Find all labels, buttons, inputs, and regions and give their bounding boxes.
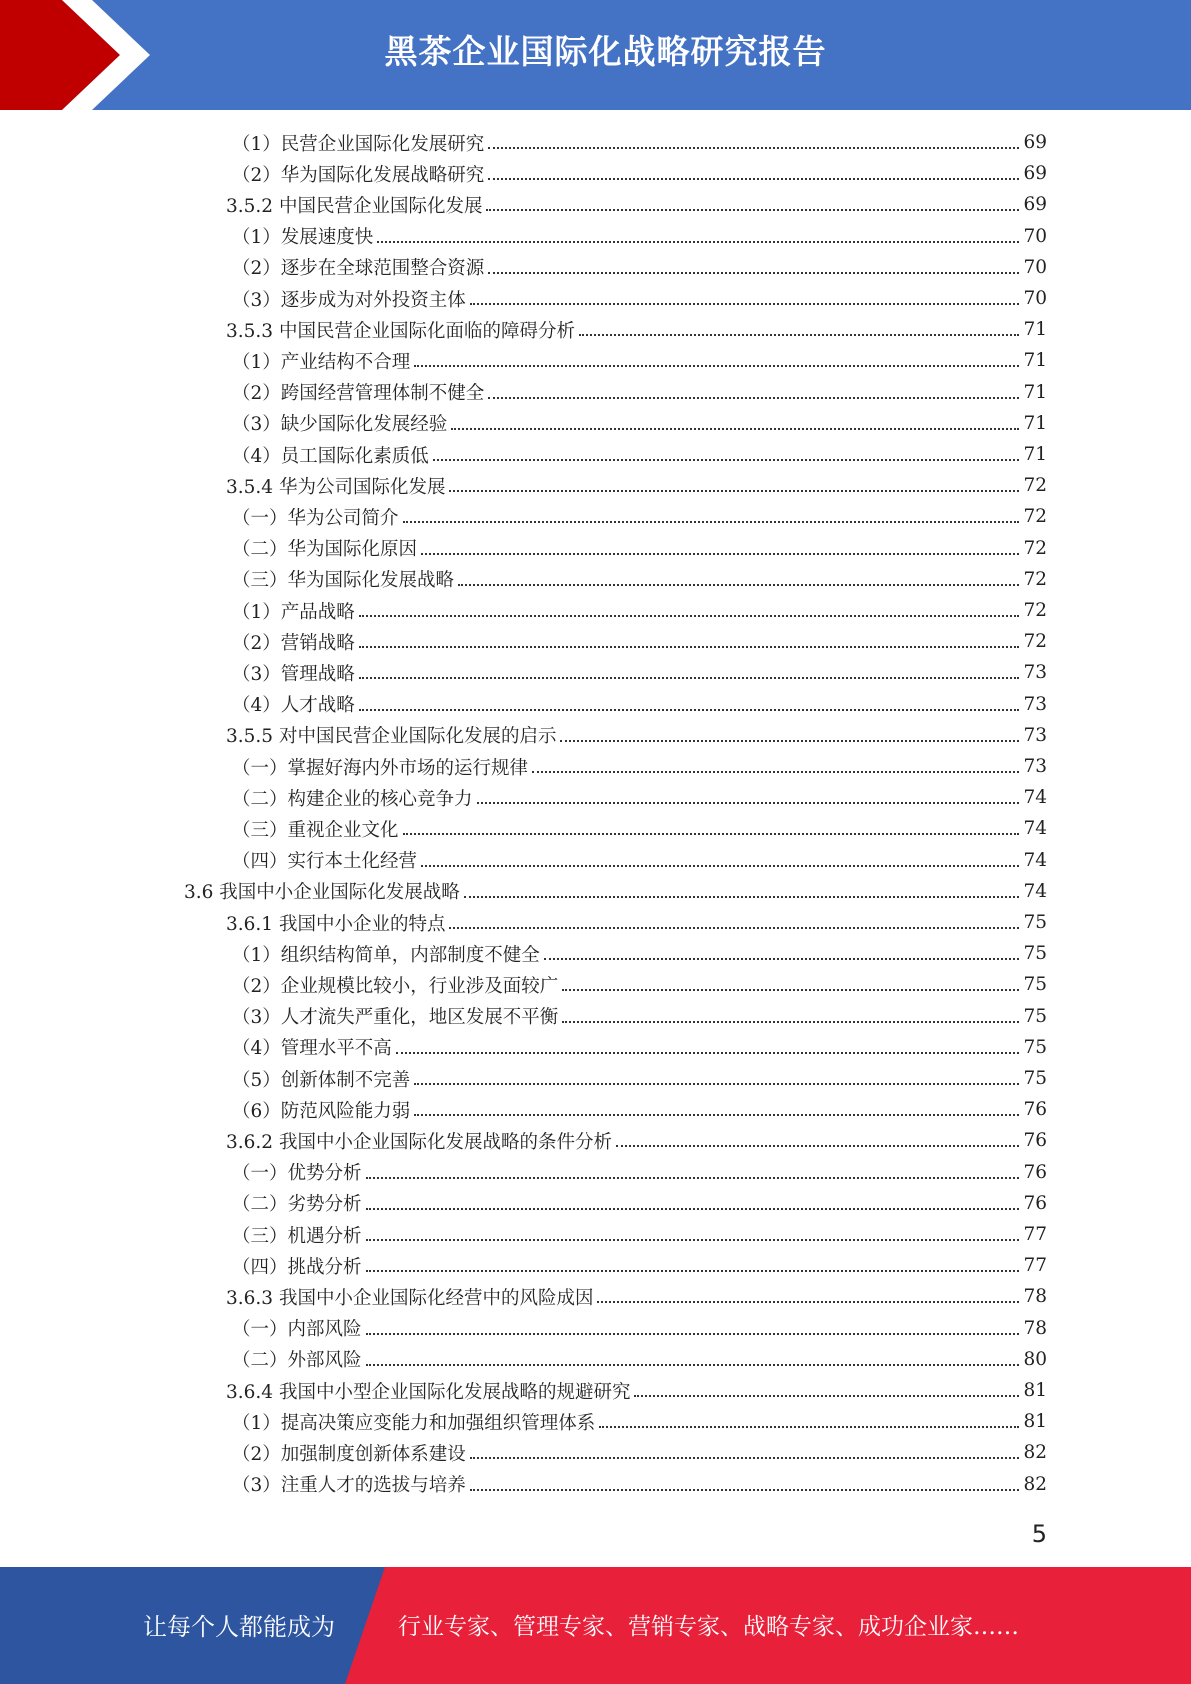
toc-entry[interactable] [232, 439, 1047, 470]
toc-entry[interactable] [184, 876, 1047, 907]
toc-leader-dots [414, 1113, 1019, 1116]
toc-leader-dots [366, 1176, 1020, 1179]
toc-entry-page: 69 [1023, 132, 1047, 153]
toc-leader-dots [403, 832, 1020, 835]
toc-entry[interactable] [232, 1188, 1047, 1219]
toc-leader-dots [396, 1051, 1020, 1054]
toc-entry-page: 76 [1023, 1192, 1047, 1214]
toc-leader-dots [544, 957, 1020, 960]
toc-entry-title: （一）内部风险 [232, 1315, 366, 1341]
toc-leader-dots [458, 583, 1019, 586]
toc-entry-title: （3）缺少国际化发展经验 [232, 410, 451, 436]
toc-leader-dots [470, 1488, 1020, 1491]
toc-entry-page: 73 [1023, 756, 1047, 777]
toc-leader-dots [403, 520, 1020, 523]
toc-leader-dots [449, 926, 1019, 929]
toc-leader-dots [599, 1425, 1019, 1428]
toc-entry[interactable] [226, 189, 1047, 220]
toc-entry-title: 3.5.5 对中国民营企业国际化发展的启示 [226, 722, 560, 748]
toc-entry-title: （2）逐步在全球范围整合资源 [232, 254, 488, 280]
toc-entry[interactable] [232, 845, 1047, 876]
report-title: 黑茶企业国际化战略研究报告 [384, 32, 827, 71]
toc-entry-title: （2）企业规模比较小，行业涉及面较广 [232, 972, 562, 998]
toc-entry-title: 3.6.1 我国中小企业的特点 [226, 910, 449, 936]
toc-entry-page: 75 [1023, 912, 1047, 933]
toc-entry-title: （二）外部风险 [232, 1346, 366, 1372]
toc-entry[interactable] [226, 1125, 1047, 1156]
toc-leader-dots [597, 1300, 1019, 1303]
toc-leader-dots [359, 676, 1020, 679]
toc-leader-dots [488, 271, 1019, 274]
toc-leader-dots [359, 614, 1020, 617]
toc-leader-dots [366, 1238, 1020, 1241]
toc-entry-page: 80 [1023, 1348, 1047, 1370]
toc-leader-dots [488, 146, 1019, 149]
page-number: 5 [1031, 1520, 1047, 1548]
toc-entry-title: （4）人才战略 [232, 691, 359, 717]
toc-entry[interactable] [232, 595, 1047, 626]
toc-entry[interactable] [232, 1406, 1047, 1437]
toc-entry-page: 71 [1023, 350, 1047, 372]
toc-entry-title: 3.6.3 我国中小企业国际化经营中的风险成因 [226, 1284, 597, 1310]
toc-entry-title: （二）构建企业的核心竞争力 [232, 785, 477, 811]
toc-entry-title: 3.5.2 中国民营企业国际化发展 [226, 192, 486, 218]
toc-entry-page: 70 [1023, 288, 1047, 309]
toc-entry[interactable] [232, 1001, 1047, 1032]
toc-entry-page: 77 [1023, 1255, 1047, 1277]
toc-entry[interactable] [232, 501, 1047, 532]
toc-entry-title: （1）提高决策应变能力和加强组织管理体系 [232, 1409, 599, 1435]
toc-entry[interactable] [232, 158, 1047, 189]
toc-entry[interactable] [232, 345, 1047, 376]
toc-entry[interactable] [232, 751, 1047, 782]
toc-entry-title: （一）掌握好海内外市场的运行规律 [232, 754, 532, 780]
toc-entry-title: （二）华为国际化原因 [232, 535, 421, 561]
toc-entry-title: （2）华为国际化发展战略研究 [232, 161, 488, 187]
toc-entry-title: 3.5.4 华为公司国际化发展 [226, 473, 449, 499]
toc-entry[interactable] [232, 408, 1047, 439]
toc-entry-page: 77 [1023, 1224, 1047, 1245]
toc-entry-title: （四）实行本土化经营 [232, 847, 421, 873]
toc-entry[interactable] [232, 626, 1047, 657]
toc-entry[interactable] [232, 1094, 1047, 1125]
toc-entry-page: 74 [1023, 787, 1047, 809]
toc-entry[interactable] [226, 720, 1047, 751]
toc-entry-page: 70 [1023, 256, 1047, 278]
toc-entry[interactable] [226, 1375, 1047, 1406]
toc-entry-title: （一）优势分析 [232, 1159, 366, 1185]
toc-entry[interactable] [232, 1219, 1047, 1250]
toc-entry[interactable] [232, 533, 1047, 564]
toc-entry-title: （三）机遇分析 [232, 1222, 366, 1248]
toc-leader-dots [366, 1269, 1020, 1272]
page-header [0, 0, 1191, 110]
toc-entry[interactable] [232, 283, 1047, 314]
toc-entry[interactable] [232, 252, 1047, 283]
toc-entry[interactable] [232, 1469, 1047, 1500]
toc-leader-dots [488, 396, 1019, 399]
toc-entry-title: （三）华为国际化发展战略 [232, 566, 458, 592]
toc-entry-title: （1）组织结构简单，内部制度不健全 [232, 941, 544, 967]
toc-leader-dots [366, 1363, 1020, 1366]
toc-entry-page: 75 [1023, 1036, 1047, 1058]
toc-leader-dots [560, 739, 1019, 742]
toc-leader-dots [366, 1332, 1020, 1335]
toc-entry-title: （2）跨国经营管理体制不健全 [232, 379, 488, 405]
toc-entry-page: 73 [1023, 693, 1047, 715]
toc-entry-page: 78 [1023, 1286, 1047, 1308]
toc-entry-page: 72 [1023, 631, 1047, 653]
toc-entry-page: 72 [1023, 537, 1047, 559]
toc-entry-page: 72 [1023, 475, 1047, 497]
toc-entry-title: （四）挑战分析 [232, 1253, 366, 1279]
toc-entry-title: （3）人才流失严重化，地区发展不平衡 [232, 1003, 562, 1029]
toc-entry-page: 75 [1023, 974, 1047, 996]
toc-entry-page: 72 [1023, 600, 1047, 621]
toc-entry-title: 3.6.2 我国中小企业国际化发展战略的条件分析 [226, 1128, 616, 1154]
footer-slogan-right: 行业专家、管理专家、营销专家、战略专家、成功企业家…… [398, 1614, 1019, 1640]
toc-entry-title: 3.5.3 中国民营企业国际化面临的障碍分析 [226, 317, 579, 343]
toc-entry-page: 81 [1023, 1411, 1047, 1433]
toc-entry-title: 3.6.4 我国中小型企业国际化发展战略的规避研究 [226, 1378, 634, 1404]
toc-entry[interactable] [226, 1281, 1047, 1312]
toc-entry-title: （2）营销战略 [232, 629, 359, 655]
toc-entry-page: 69 [1023, 163, 1047, 185]
toc-entry-title: （二）劣势分析 [232, 1190, 366, 1216]
toc-entry-page: 76 [1023, 1130, 1047, 1152]
toc-entry-page: 75 [1023, 943, 1047, 965]
toc-entry-title: （3）逐步成为对外投资主体 [232, 286, 470, 312]
toc-entry[interactable] [232, 689, 1047, 720]
toc-entry-page: 74 [1023, 849, 1047, 871]
toc-leader-dots [421, 864, 1019, 867]
toc-leader-dots [579, 333, 1019, 336]
toc-leader-dots [477, 801, 1020, 804]
toc-entry-page: 76 [1023, 1161, 1047, 1183]
toc-entry[interactable] [226, 907, 1047, 938]
toc-entry-page: 74 [1023, 880, 1047, 902]
toc-entry-title: （3）管理战略 [232, 660, 359, 686]
toc-leader-dots [532, 770, 1019, 773]
toc-leader-dots [449, 489, 1019, 492]
toc-entry[interactable] [232, 969, 1047, 1000]
toc-entry-page: 81 [1023, 1380, 1047, 1401]
page-footer [0, 1567, 1191, 1684]
toc-entry-page: 78 [1023, 1317, 1047, 1339]
toc-leader-dots [562, 1020, 1019, 1023]
toc-leader-dots [616, 1144, 1019, 1147]
toc-leader-dots [359, 708, 1020, 711]
toc-entry[interactable] [232, 1032, 1047, 1063]
toc-leader-dots [488, 177, 1019, 180]
toc-entry-page: 71 [1023, 444, 1047, 465]
toc-entry-title: （6）防范风险能力弱 [232, 1097, 414, 1123]
toc-leader-dots [359, 645, 1020, 648]
toc-leader-dots [464, 895, 1020, 898]
toc-entry-page: 75 [1023, 1005, 1047, 1027]
toc-entry[interactable] [232, 221, 1047, 252]
toc-entry-page: 82 [1023, 1473, 1047, 1495]
toc-entry[interactable] [232, 938, 1047, 969]
toc-entry[interactable] [232, 1437, 1047, 1468]
toc-entry-page: 72 [1023, 506, 1047, 528]
toc-leader-dots [486, 208, 1019, 211]
toc-leader-dots [421, 552, 1019, 555]
toc-entry-page: 72 [1023, 568, 1047, 590]
toc-entry-page: 71 [1023, 319, 1047, 341]
toc-leader-dots [366, 1207, 1020, 1210]
toc-entry-page: 71 [1023, 381, 1047, 403]
toc-leader-dots [377, 240, 1019, 243]
toc-entry-title: （4）管理水平不高 [232, 1034, 396, 1060]
footer-slogan-left: 让每个人都能成为 [143, 1613, 335, 1641]
toc-entry-page: 76 [1023, 1099, 1047, 1121]
toc-leader-dots [414, 1082, 1019, 1085]
toc-entry-title: （一）华为公司简介 [232, 504, 403, 530]
toc-entry[interactable] [232, 813, 1047, 844]
toc-entry[interactable] [232, 1157, 1047, 1188]
toc-leader-dots [414, 364, 1019, 367]
toc-entry[interactable] [232, 1313, 1047, 1344]
toc-leader-dots [562, 988, 1019, 991]
toc-entry-page: 82 [1023, 1442, 1047, 1464]
toc-entry-title: （3）注重人才的选拔与培养 [232, 1471, 470, 1497]
toc-leader-dots [433, 458, 1020, 461]
toc-entry[interactable] [232, 1344, 1047, 1375]
toc-entry-title: （5）创新体制不完善 [232, 1066, 414, 1092]
toc-entry-page: 70 [1023, 225, 1047, 247]
toc-entry-page: 71 [1023, 412, 1047, 434]
toc-entry[interactable] [232, 564, 1047, 595]
toc-entry-title: （三）重视企业文化 [232, 816, 403, 842]
toc-entry-title: （1）产品战略 [232, 598, 359, 624]
toc-leader-dots [634, 1394, 1019, 1397]
toc-entry-page: 75 [1023, 1068, 1047, 1089]
toc-entry[interactable] [232, 1250, 1047, 1281]
toc-entry-title: （1）产业结构不合理 [232, 348, 414, 374]
toc-entry-page: 73 [1023, 662, 1047, 684]
toc-entry[interactable] [232, 657, 1047, 688]
toc-entry-page: 73 [1023, 724, 1047, 746]
toc-entry-title: （1）民营企业国际化发展研究 [232, 130, 488, 156]
toc-entry[interactable] [226, 314, 1047, 345]
toc-leader-dots [470, 1456, 1020, 1459]
toc-leader-dots [451, 427, 1019, 430]
toc-entry[interactable] [226, 470, 1047, 501]
toc-entry-title: （1）发展速度快 [232, 223, 377, 249]
toc-entry-page: 69 [1023, 194, 1047, 216]
toc-entry[interactable] [232, 782, 1047, 813]
toc-leader-dots [470, 302, 1020, 305]
toc-entry[interactable] [232, 127, 1047, 158]
toc-entry-title: 3.6 我国中小企业国际化发展战略 [184, 878, 464, 904]
toc-entry[interactable] [232, 1063, 1047, 1094]
toc-entry-title: （4）员工国际化素质低 [232, 442, 433, 468]
toc-entry-page: 74 [1023, 818, 1047, 840]
toc-entry[interactable] [232, 377, 1047, 408]
toc-entry-title: （2）加强制度创新体系建设 [232, 1440, 470, 1466]
